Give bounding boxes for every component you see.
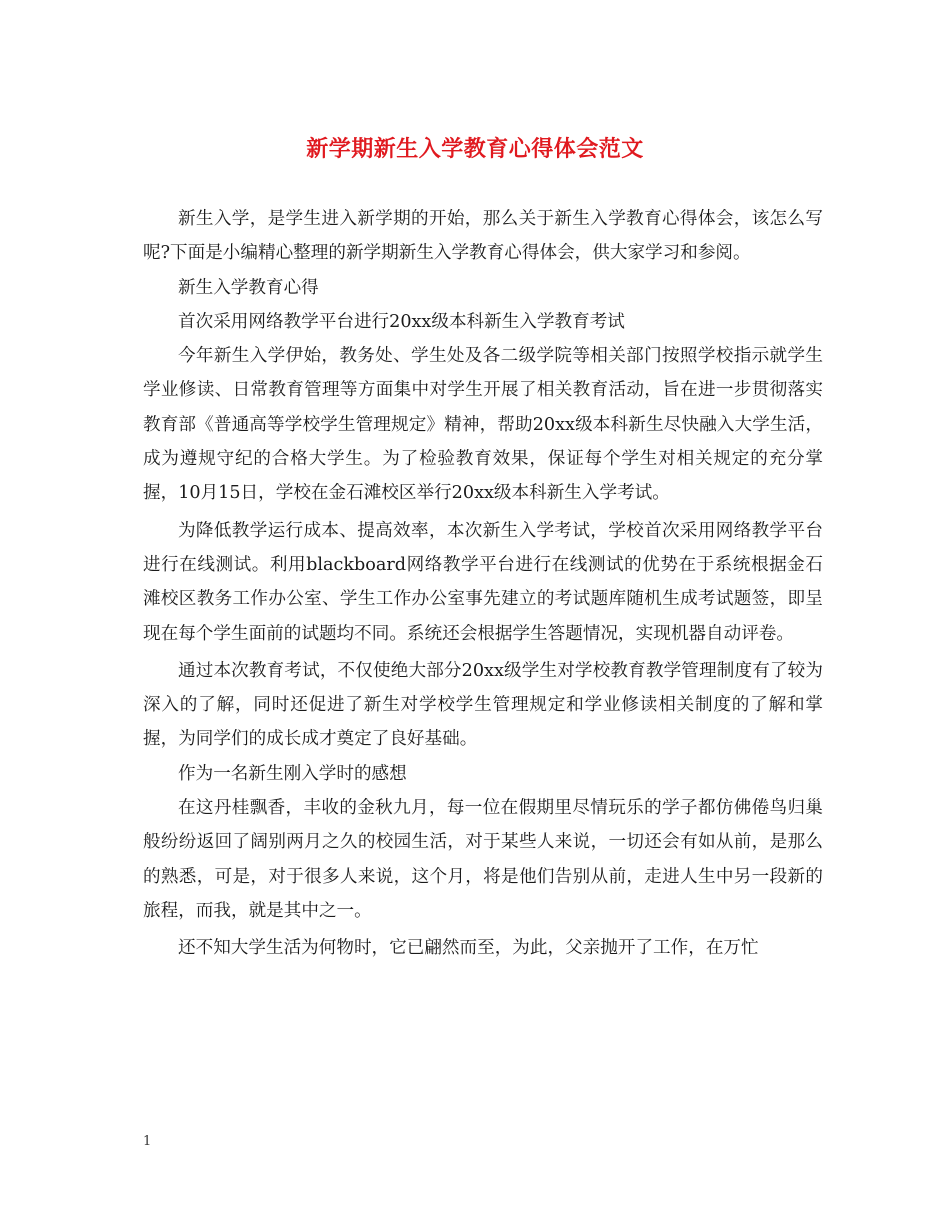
paragraph-exam-results: 通过本次教育考试，不仅使绝大部分20xx级学生对学校教育教学管理制度有了较为深入的了解，同时还促进了新生对学校学生管理规定和学业修读相关制度的了解和掌握，为同学们的成长成才奠定了良好基础。 <box>143 660 823 750</box>
paragraph-education-activities: 今年新生入学伊始，教务处、学生处及各二级学院等相关部门按照学校指示就学生学业修读、日常教育管理等方面集中对学生开展了相关教育活动，旨在进一步贯彻落实教育部《普通高等学校学生管理规定》精神，帮助20xx级本科新生尽快融入大学生活，成为遵规守纪的合格大学生。为了检验教育效果，保证每个学生对相关规定的充分掌握，10月15日，学校在金石滩校区举行20xx级本科新生入学考试。 <box>143 346 823 504</box>
paragraph-online-testing: 为降低教学运行成本、提高效率，本次新生入学考试，学校首次采用网络教学平台进行在线测试。利用blackboard网络教学平台进行在线测试的优势在于系统根据金石滩校区教务工作办公室、学生工作办公室事先建立的考试题库随机生成考试题签，即呈现在每个学生面前的试题均不同。系统还会根据学生答题情况，实现机器自动评卷。 <box>143 520 823 644</box>
document-body <box>143 202 823 966</box>
paragraph-autumn-return: 在这丹桂飘香，丰收的金秋九月，每一位在假期里尽情玩乐的学子都仿佛倦鸟归巢般纷纷返回了阔别两月之久的校园生活，对于某些人来说，一切还会有如从前，是那么的熟悉，可是，对于很多人来说，这个月，将是他们告别从前，走进人生中另一段新的旅程，而我，就是其中之一。 <box>143 798 823 921</box>
paragraph-intro: 新生入学，是学生进入新学期的开始，那么关于新生入学教育心得体会，该怎么写呢?下面是小编精心整理的新学期新生入学教育心得体会，供大家学习和参阅。 <box>143 209 823 264</box>
section-heading-freshman-education: 新生入学教育心得 <box>178 277 319 298</box>
page-number: 1 <box>143 1134 152 1149</box>
section-heading-freshman-thoughts: 作为一名新生刚入学时的感想 <box>178 763 407 784</box>
document-title: 新学期新生入学教育心得体会范文 <box>306 136 644 162</box>
paragraph-university-life: 还不知大学生活为何物时，它已翩然而至，为此，父亲抛开了工作，在万忙 <box>178 938 759 959</box>
subheading-online-exam: 首次采用网络教学平台进行20xx级本科新生入学教育考试 <box>178 311 625 332</box>
